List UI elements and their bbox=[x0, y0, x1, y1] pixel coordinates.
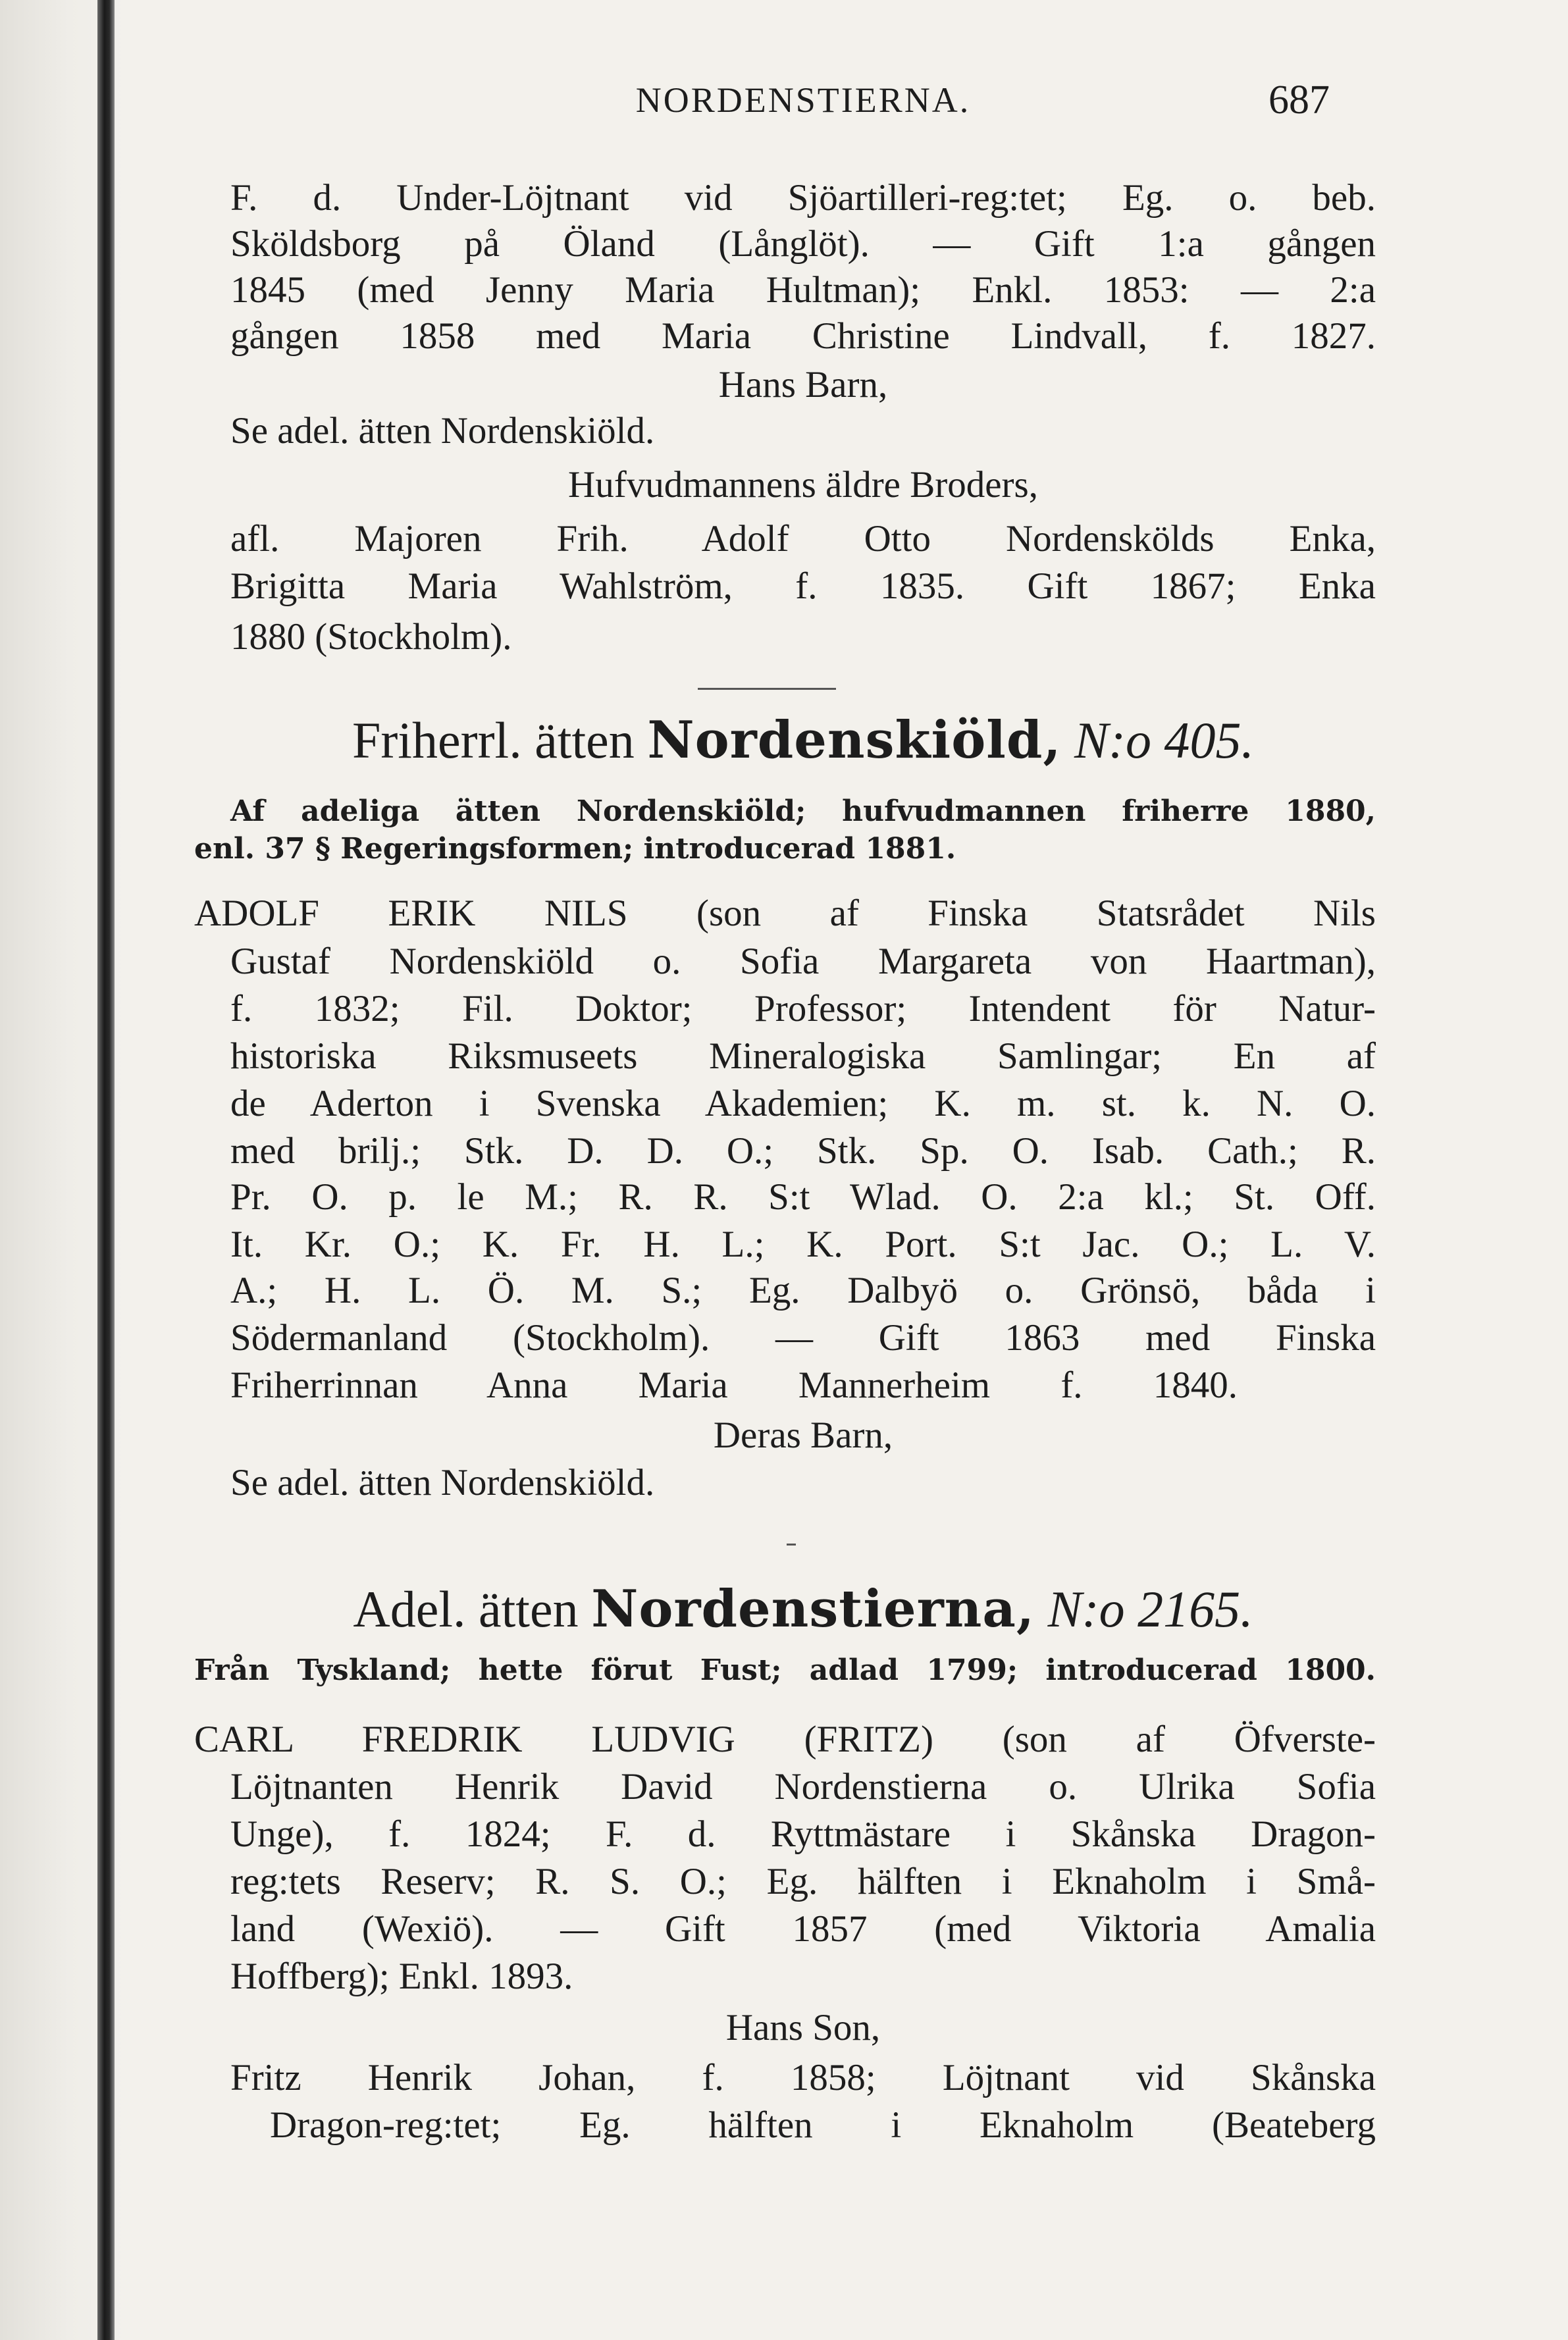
running-title: NORDENSTIERNA. bbox=[635, 80, 971, 120]
subheading-line: Hufvudmannens äldre Broders, bbox=[568, 464, 1038, 506]
page-number: 687 bbox=[1268, 78, 1330, 122]
text-line: A.; H. L. Ö. M. S.; Eg. Dalbyö o. Grönsö, båda i bbox=[230, 1270, 1376, 1311]
text-line: gången 1858 med Maria Christine Lindvall, f. 1827. bbox=[230, 315, 1376, 357]
text-line: Fritz Henrik Johan, f. 1858; Löjtnant vid Skånska bbox=[230, 2057, 1376, 2098]
text-line: Pr. O. p. le M.; R. R. S:t Wlad. O. 2:a kl.; St. Off. bbox=[230, 1176, 1376, 1218]
text-line: med brilj.; Stk. D. D. O.; Stk. Sp. O. Isab. Cath.; R. bbox=[230, 1130, 1376, 1172]
text-line: Se adel. ätten Nordenskiöld. bbox=[230, 1462, 655, 1503]
text-line: Hoffberg); Enkl. 1893. bbox=[230, 1956, 573, 1997]
heading-note: Från Tyskland; hette förut Fust; adlad 1799; introducerad 1800. bbox=[194, 1653, 1376, 1687]
text-line: reg:tets Reserv; R. S. O.; Eg. hälften i Eknaholm i Små- bbox=[230, 1861, 1376, 1902]
heading-note: Af adeliga ätten Nordenskiöld; hufvudmannen friherre 1880, bbox=[230, 794, 1376, 828]
family-heading bbox=[230, 708, 1376, 773]
text-line: f. 1832; Fil. Doktor; Professor; Intendent för Natur- bbox=[230, 988, 1376, 1029]
heading-number: N:o 2165. bbox=[1047, 1580, 1253, 1638]
family-heading bbox=[230, 1576, 1376, 1642]
text-line: Gustaf Nordenskiöld o. Sofia Margareta von Haartman), bbox=[230, 941, 1376, 982]
separator-rule bbox=[698, 688, 836, 690]
heading-name: Nordenskiöld, bbox=[647, 710, 1062, 770]
text-line: Löjtnanten Henrik David Nordenstierna o. Ulrika Sofia bbox=[230, 1766, 1376, 1807]
text-line: 1880 (Stockholm). bbox=[230, 616, 512, 658]
text-line: Brigitta Maria Wahlström, f. 1835. Gift 1867; Enka bbox=[230, 565, 1376, 607]
heading-number: N:o 405. bbox=[1074, 712, 1255, 769]
running-head bbox=[230, 74, 1376, 126]
text-line: Södermanland (Stockholm). — Gift 1863 med Finska bbox=[230, 1317, 1376, 1359]
text-line: Unge), f. 1824; F. d. Ryttmästare i Skånska Dragon- bbox=[230, 1813, 1376, 1855]
heading-prefix: Adel. ätten bbox=[353, 1580, 579, 1638]
heading-note: enl. 37 § Regeringsformen; introducerad 1881. bbox=[194, 832, 956, 866]
subheading-line: Deras Barn, bbox=[713, 1415, 893, 1456]
text-line: historiska Riksmuseets Mineralogiska Samlingar; En af bbox=[230, 1035, 1376, 1077]
text-line: de Aderton i Svenska Akademien; K. m. st. k. N. O. bbox=[230, 1083, 1376, 1124]
text-line: Sköldsborg på Öland (Långlöt). — Gift 1:a gången bbox=[230, 223, 1376, 265]
text-line: Friherrinnan Anna Maria Mannerheim f. 1840. bbox=[230, 1365, 1238, 1406]
entry-line: CARL FREDRIK LUDVIG (FRITZ) (son af Öfverste- bbox=[194, 1719, 1376, 1760]
separator-rule bbox=[787, 1544, 796, 1546]
text-line: land (Wexiö). — Gift 1857 (med Viktoria Amalia bbox=[230, 1908, 1376, 1950]
text-line: It. Kr. O.; K. Fr. H. L.; K. Port. S:t Jac. O.; L. V. bbox=[230, 1224, 1376, 1265]
subheading-line: Hans Barn, bbox=[718, 364, 888, 405]
heading-prefix: Friherrl. ätten bbox=[352, 712, 635, 769]
heading-name: Nordenstierna, bbox=[591, 1579, 1035, 1639]
text-line: Se adel. ätten Nordenskiöld. bbox=[230, 410, 655, 452]
subheading-line: Hans Son, bbox=[725, 2007, 881, 2048]
text-line: Dragon-reg:tet; Eg. hälften i Eknaholm (Beateberg bbox=[270, 2104, 1376, 2146]
entry-line: ADOLF ERIK NILS (son af Finska Statsrådet Nils bbox=[194, 893, 1376, 934]
text-line: afl. Majoren Frih. Adolf Otto Nordenskölds Enka, bbox=[230, 518, 1376, 559]
text-line: 1845 (med Jenny Maria Hultman); Enkl. 1853: — 2:a bbox=[230, 269, 1376, 311]
text-line: F. d. Under-Löjtnant vid Sjöartilleri-reg:tet; Eg. o. beb. bbox=[230, 177, 1376, 219]
